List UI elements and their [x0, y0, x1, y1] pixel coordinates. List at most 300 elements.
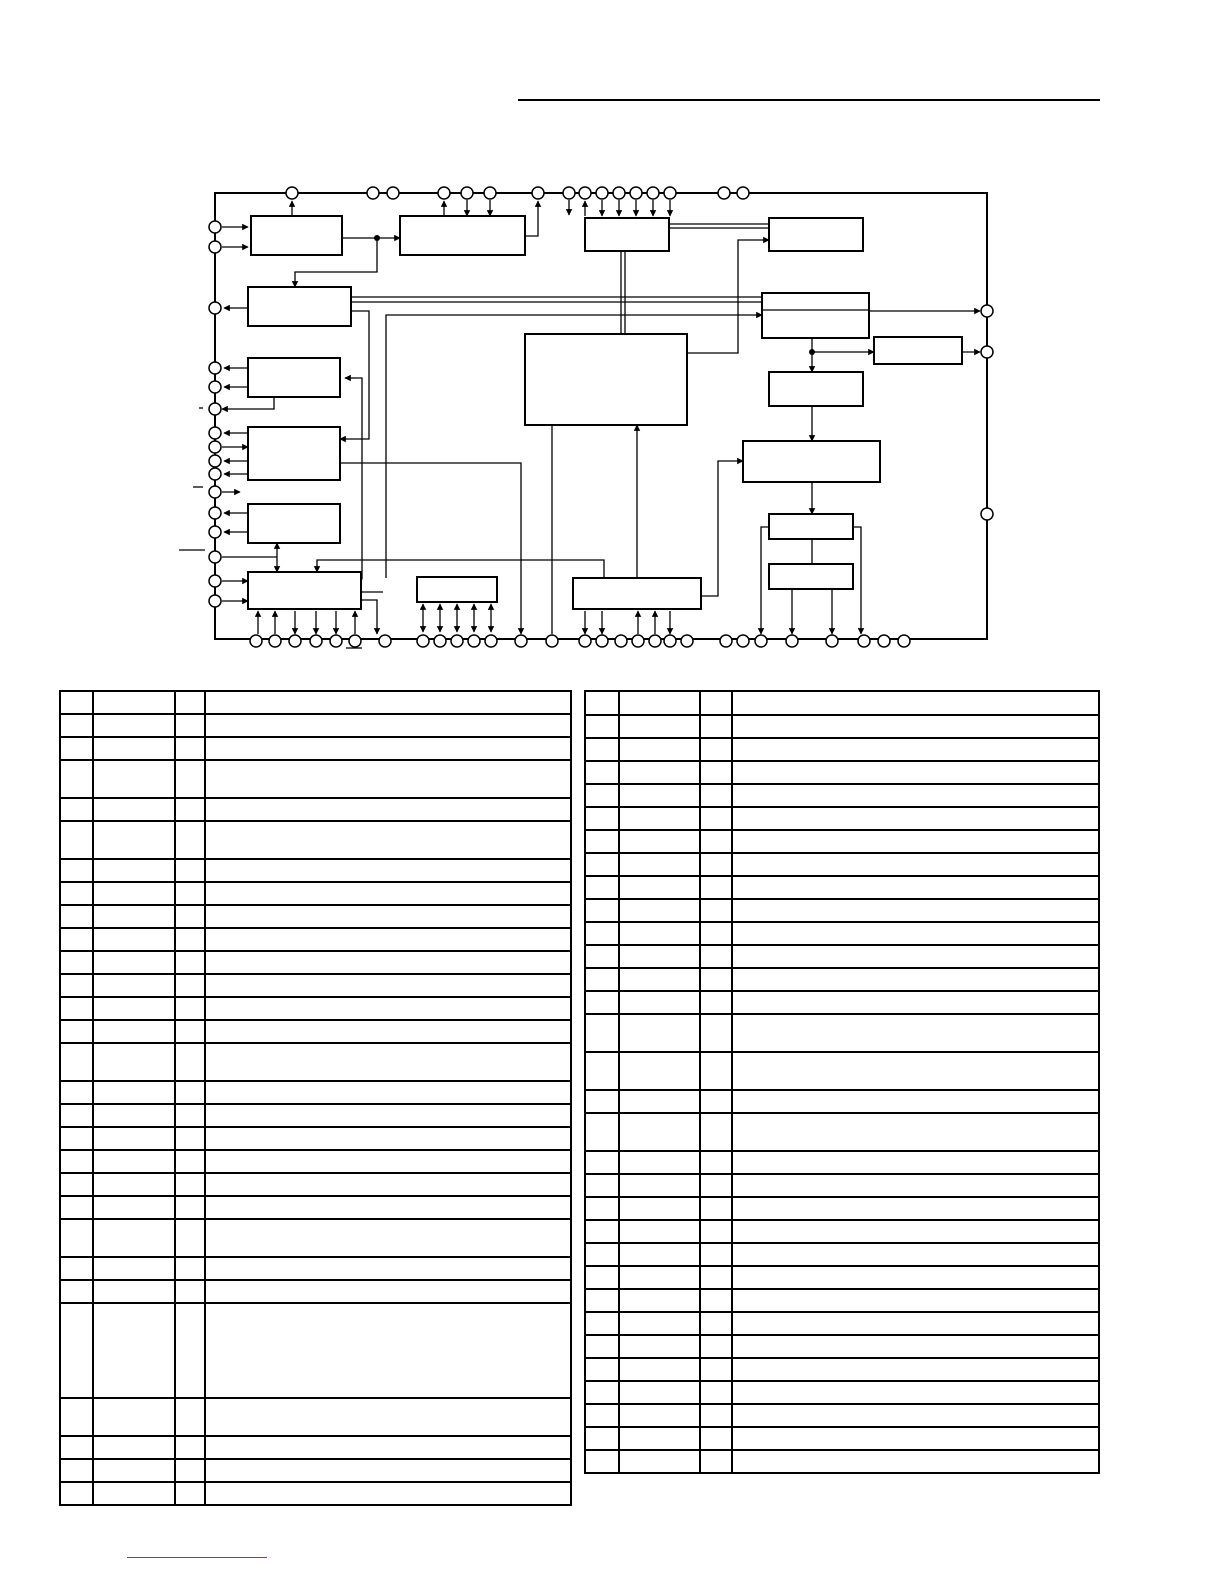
block-7 — [525, 334, 687, 425]
table-cell — [732, 761, 1099, 784]
table-cell — [700, 991, 732, 1014]
table-cell — [93, 1280, 175, 1303]
block-5 — [248, 287, 351, 326]
table-cell — [60, 1257, 93, 1280]
block-2 — [400, 216, 525, 255]
table-cell — [205, 1257, 571, 1280]
table-cell — [585, 830, 619, 853]
table-cell — [93, 905, 175, 928]
table-row — [60, 928, 571, 951]
table-cell — [700, 1113, 732, 1151]
table-cell — [585, 1312, 619, 1335]
table-cell — [175, 798, 205, 821]
table-row — [60, 714, 571, 737]
table-cell — [732, 899, 1099, 922]
table-cell — [732, 784, 1099, 807]
table-cell — [60, 859, 93, 882]
table-cell — [585, 1450, 619, 1473]
table-cell — [60, 760, 93, 798]
table-row — [585, 1113, 1099, 1151]
table-cell — [60, 821, 93, 859]
table-cell — [700, 1381, 732, 1404]
table-cell — [700, 922, 732, 945]
footer-link-underline[interactable] — [127, 1557, 267, 1558]
table-cell — [93, 1257, 175, 1280]
table-row — [60, 1081, 571, 1104]
table-cell — [732, 1151, 1099, 1174]
table-cell — [732, 1358, 1099, 1381]
table-cell — [175, 1436, 205, 1459]
table-cell — [732, 1014, 1099, 1052]
table-cell — [732, 1113, 1099, 1151]
table-cell — [732, 991, 1099, 1014]
table-row — [585, 968, 1099, 991]
table-cell — [585, 1220, 619, 1243]
table-cell — [60, 714, 93, 737]
table-cell — [205, 760, 571, 798]
table-cell — [175, 928, 205, 951]
table-cell — [205, 905, 571, 928]
table-cell — [60, 1104, 93, 1127]
table-cell — [700, 1014, 732, 1052]
table-cell — [205, 798, 571, 821]
table-row — [585, 1289, 1099, 1312]
table-cell — [175, 691, 205, 714]
table-cell — [700, 1197, 732, 1220]
table-cell — [619, 1427, 700, 1450]
block-12 — [743, 441, 880, 482]
table-cell — [700, 876, 732, 899]
table-row — [585, 1381, 1099, 1404]
block-6 — [762, 293, 869, 338]
table-cell — [732, 738, 1099, 761]
table-row — [60, 1196, 571, 1219]
table-cell — [619, 1220, 700, 1243]
table-cell — [732, 853, 1099, 876]
table-cell — [585, 691, 619, 715]
table-row — [585, 715, 1099, 738]
table-cell — [585, 1014, 619, 1052]
table-row — [60, 905, 571, 928]
table-cell — [60, 1459, 93, 1482]
table-cell — [93, 1219, 175, 1257]
table-row — [585, 853, 1099, 876]
table-row — [60, 737, 571, 760]
table-cell — [732, 1090, 1099, 1113]
table-cell — [619, 1174, 700, 1197]
table-cell — [700, 968, 732, 991]
table-cell — [93, 859, 175, 882]
table-cell — [700, 738, 732, 761]
table-cell — [175, 1257, 205, 1280]
table-row — [585, 830, 1099, 853]
table-cell — [93, 1196, 175, 1219]
table-cell — [175, 1219, 205, 1257]
table-cell — [60, 691, 93, 714]
table-cell — [700, 1220, 732, 1243]
table-cell — [700, 1289, 732, 1312]
table-cell — [205, 1043, 571, 1081]
table-cell — [700, 1358, 732, 1381]
table-cell — [60, 1436, 93, 1459]
table-row — [60, 997, 571, 1020]
table-cell — [619, 1052, 700, 1090]
table-row — [585, 1151, 1099, 1174]
table-cell — [700, 945, 732, 968]
table-cell — [93, 1081, 175, 1104]
table-cell — [175, 1196, 205, 1219]
table-cell — [205, 1081, 571, 1104]
table-cell — [205, 997, 571, 1020]
table-cell — [175, 760, 205, 798]
table-cell — [619, 1381, 700, 1404]
table-cell — [585, 945, 619, 968]
table-cell — [205, 1127, 571, 1150]
table-cell — [732, 830, 1099, 853]
table-cell — [93, 1104, 175, 1127]
table-cell — [60, 1081, 93, 1104]
table-cell — [619, 1090, 700, 1113]
table-cell — [585, 899, 619, 922]
table-cell — [205, 1459, 571, 1482]
table-cell — [700, 899, 732, 922]
table-row — [60, 1020, 571, 1043]
table-cell — [60, 1173, 93, 1196]
table-row — [585, 1090, 1099, 1113]
table-cell — [175, 1104, 205, 1127]
table-cell — [619, 738, 700, 761]
table-cell — [60, 928, 93, 951]
pin-table-left — [59, 690, 572, 1506]
table-cell — [60, 1043, 93, 1081]
table-cell — [732, 1404, 1099, 1427]
table-row — [585, 1358, 1099, 1381]
table-cell — [700, 691, 732, 715]
table-cell — [60, 1196, 93, 1219]
table-cell — [205, 859, 571, 882]
table-cell — [60, 1150, 93, 1173]
table-cell — [732, 922, 1099, 945]
table-cell — [732, 1052, 1099, 1090]
table-cell — [175, 997, 205, 1020]
table-cell — [732, 1174, 1099, 1197]
table-cell — [619, 1197, 700, 1220]
table-cell — [619, 876, 700, 899]
table-cell — [205, 1280, 571, 1303]
table-row — [60, 1127, 571, 1150]
table-cell — [60, 882, 93, 905]
table-cell — [205, 1398, 571, 1436]
table-cell — [732, 1450, 1099, 1473]
block-8 — [874, 337, 962, 364]
table-cell — [619, 899, 700, 922]
table-cell — [205, 1196, 571, 1219]
table-row — [60, 951, 571, 974]
table-cell — [700, 853, 732, 876]
table-cell — [205, 1436, 571, 1459]
table-row — [60, 798, 571, 821]
table-cell — [619, 991, 700, 1014]
table-cell — [60, 951, 93, 974]
table-cell — [619, 715, 700, 738]
block-4 — [769, 218, 863, 251]
table-cell — [585, 807, 619, 830]
table-cell — [93, 928, 175, 951]
table-cell — [585, 1197, 619, 1220]
table-cell — [205, 928, 571, 951]
table-cell — [700, 1090, 732, 1113]
table-row — [60, 1173, 571, 1196]
table-cell — [619, 1113, 700, 1151]
table-cell — [585, 1151, 619, 1174]
table-cell — [60, 1280, 93, 1303]
table-cell — [205, 1173, 571, 1196]
table-cell — [700, 1335, 732, 1358]
table-cell — [60, 1127, 93, 1150]
table-cell — [619, 1450, 700, 1473]
table-cell — [60, 1020, 93, 1043]
table-row — [585, 1243, 1099, 1266]
table-cell — [619, 1266, 700, 1289]
table-cell — [60, 1219, 93, 1257]
table-row — [60, 1150, 571, 1173]
table-cell — [619, 1335, 700, 1358]
table-cell — [205, 1150, 571, 1173]
table-cell — [700, 1404, 732, 1427]
table-row — [585, 1174, 1099, 1197]
table-cell — [60, 974, 93, 997]
table-cell — [93, 714, 175, 737]
table-row — [60, 691, 571, 714]
block-9 — [248, 358, 340, 397]
table-cell — [585, 784, 619, 807]
table-cell — [700, 1151, 732, 1174]
table-row — [585, 691, 1099, 715]
table-cell — [93, 951, 175, 974]
table-cell — [205, 821, 571, 859]
table-row — [60, 1436, 571, 1459]
table-cell — [175, 1081, 205, 1104]
table-row — [60, 1303, 571, 1398]
table-cell — [585, 1090, 619, 1113]
block-14 — [769, 514, 853, 539]
table-cell — [619, 1014, 700, 1052]
table-cell — [700, 784, 732, 807]
table-cell — [585, 761, 619, 784]
table-cell — [619, 1243, 700, 1266]
table-cell — [93, 1398, 175, 1436]
table-row — [60, 1043, 571, 1081]
table-row — [585, 761, 1099, 784]
table-cell — [732, 807, 1099, 830]
block-1 — [251, 216, 342, 255]
table-cell — [585, 1427, 619, 1450]
table-cell — [700, 1174, 732, 1197]
table-cell — [700, 1427, 732, 1450]
table-cell — [60, 905, 93, 928]
table-row — [60, 1459, 571, 1482]
table-cell — [175, 1173, 205, 1196]
table-cell — [205, 974, 571, 997]
table-cell — [93, 821, 175, 859]
table-cell — [585, 922, 619, 945]
table-row — [60, 1219, 571, 1257]
table-row — [60, 1257, 571, 1280]
table-cell — [700, 1266, 732, 1289]
table-row — [585, 1266, 1099, 1289]
table-cell — [585, 876, 619, 899]
table-cell — [585, 1289, 619, 1312]
table-cell — [93, 691, 175, 714]
pin-table-right — [584, 690, 1100, 1474]
table-cell — [60, 997, 93, 1020]
table-cell — [205, 1020, 571, 1043]
table-cell — [175, 1043, 205, 1081]
table-cell — [205, 691, 571, 714]
table-cell — [205, 882, 571, 905]
table-cell — [93, 997, 175, 1020]
table-cell — [732, 1197, 1099, 1220]
table-cell — [732, 1381, 1099, 1404]
table-cell — [732, 1427, 1099, 1450]
table-cell — [205, 1104, 571, 1127]
table-cell — [585, 1335, 619, 1358]
table-cell — [700, 715, 732, 738]
table-cell — [619, 922, 700, 945]
block-3 — [585, 218, 669, 251]
table-row — [585, 1220, 1099, 1243]
table-cell — [585, 738, 619, 761]
table-cell — [619, 968, 700, 991]
table-row — [585, 1014, 1099, 1052]
table-cell — [175, 1459, 205, 1482]
table-row — [585, 899, 1099, 922]
table-cell — [175, 1398, 205, 1436]
table-cell — [585, 1243, 619, 1266]
table-cell — [700, 1450, 732, 1473]
table-cell — [700, 807, 732, 830]
block-13 — [248, 504, 340, 543]
table-cell — [619, 761, 700, 784]
table-row — [585, 922, 1099, 945]
table-cell — [700, 1312, 732, 1335]
table-cell — [619, 830, 700, 853]
table-cell — [93, 1043, 175, 1081]
table-row — [585, 807, 1099, 830]
table-cell — [619, 1289, 700, 1312]
table-cell — [585, 991, 619, 1014]
table-cell — [205, 714, 571, 737]
table-cell — [732, 1243, 1099, 1266]
block-18 — [573, 578, 701, 609]
table-cell — [700, 830, 732, 853]
table-cell — [205, 1303, 571, 1398]
table-cell — [585, 1358, 619, 1381]
table-cell — [619, 853, 700, 876]
table-cell — [93, 882, 175, 905]
table-cell — [175, 1303, 205, 1398]
block-15 — [769, 564, 853, 589]
table-cell — [175, 1150, 205, 1173]
table-cell — [175, 905, 205, 928]
table-row — [585, 784, 1099, 807]
table-cell — [60, 1303, 93, 1398]
table-row — [585, 1404, 1099, 1427]
table-cell — [175, 714, 205, 737]
table-cell — [205, 1482, 571, 1505]
table-row — [585, 1052, 1099, 1090]
table-cell — [700, 1243, 732, 1266]
table-row — [585, 945, 1099, 968]
table-cell — [205, 1219, 571, 1257]
table-cell — [93, 760, 175, 798]
table-cell — [585, 1404, 619, 1427]
table-cell — [619, 807, 700, 830]
table-row — [60, 1482, 571, 1505]
table-cell — [732, 691, 1099, 715]
table-cell — [732, 1220, 1099, 1243]
table-cell — [93, 1020, 175, 1043]
table-cell — [732, 1335, 1099, 1358]
table-row — [585, 1312, 1099, 1335]
table-cell — [619, 945, 700, 968]
table-cell — [585, 853, 619, 876]
table-cell — [175, 951, 205, 974]
table-cell — [175, 737, 205, 760]
table-cell — [585, 1266, 619, 1289]
block-17 — [417, 577, 497, 602]
table-cell — [732, 945, 1099, 968]
table-cell — [60, 1482, 93, 1505]
table-cell — [205, 737, 571, 760]
table-cell — [175, 1020, 205, 1043]
table-cell — [700, 1052, 732, 1090]
table-cell — [93, 1436, 175, 1459]
table-row — [60, 1398, 571, 1436]
table-cell — [700, 761, 732, 784]
table-cell — [619, 784, 700, 807]
table-cell — [619, 1312, 700, 1335]
table-row — [585, 738, 1099, 761]
table-cell — [175, 821, 205, 859]
table-cell — [732, 1289, 1099, 1312]
table-row — [60, 882, 571, 905]
table-cell — [585, 968, 619, 991]
table-row — [60, 1104, 571, 1127]
table-cell — [585, 1381, 619, 1404]
table-row — [60, 821, 571, 859]
table-cell — [585, 1113, 619, 1151]
table-row — [60, 974, 571, 997]
table-cell — [60, 798, 93, 821]
table-cell — [732, 968, 1099, 991]
table-cell — [619, 1404, 700, 1427]
table-cell — [585, 1052, 619, 1090]
table-cell — [60, 1398, 93, 1436]
block-diagram — [0, 0, 1224, 680]
table-cell — [93, 1150, 175, 1173]
table-cell — [93, 1127, 175, 1150]
table-row — [60, 760, 571, 798]
table-cell — [93, 1459, 175, 1482]
table-cell — [619, 1151, 700, 1174]
table-cell — [732, 876, 1099, 899]
table-cell — [60, 737, 93, 760]
table-cell — [93, 1303, 175, 1398]
table-row — [585, 1427, 1099, 1450]
table-cell — [175, 859, 205, 882]
table-row — [585, 876, 1099, 899]
